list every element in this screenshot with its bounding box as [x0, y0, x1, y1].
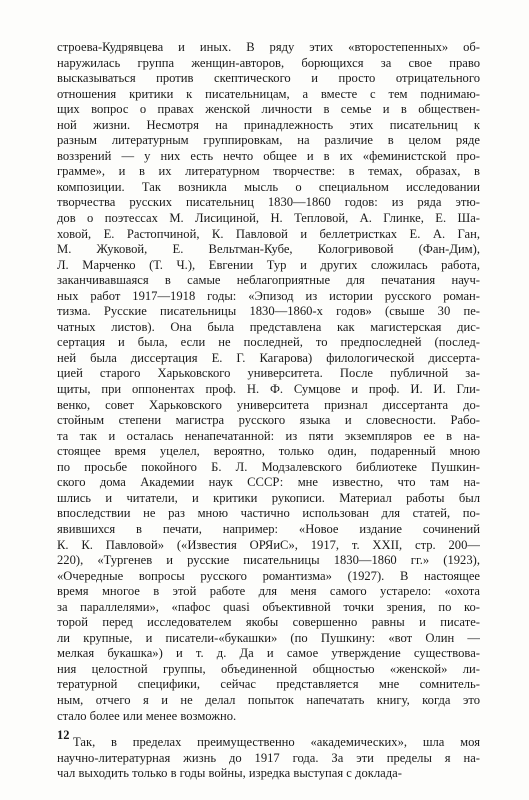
- text-line: мелкая букашка») и т. д. Да и самое утверждение существова-: [57, 646, 480, 661]
- text-line: время многое в этой работе для меня самого устарело: «охота: [57, 584, 480, 599]
- text-line: ли крупные, и писатели-«букашки» (по Пушкину: «вот Олин —: [57, 630, 480, 645]
- text-line: дов о поэтессах М. Лисициной, Н. Тепловой, А. Глинке, Е. Ша-: [57, 211, 480, 226]
- text-line: ния целостной группы, объединенной общностью «женской» ли-: [57, 661, 480, 676]
- page-number: 12: [57, 728, 70, 742]
- text-line: «Очередные вопросы русского романтизма» (1927). В настоящее: [57, 568, 480, 583]
- text-line: ского дома Академии наук СССР: мне известно, что там на-: [57, 475, 480, 490]
- text-line: по просьбе покойного Б. Л. Модзалевского библиотеке Пушкин-: [57, 459, 480, 474]
- text-line: та так и осталась ненапечатанной: из пяти экземпляров ее в на-: [57, 428, 480, 443]
- paragraph-gap: [57, 724, 480, 735]
- text-line: научно-литературная жизнь до 1917 года. За эти пределы я на-: [57, 750, 480, 765]
- text-line: чал выходить только в годы войны, изредка выступая с доклада-: [57, 766, 402, 781]
- text-line: ным, отчего я и не делал попыток напечатать книгу, когда это: [57, 692, 480, 707]
- text-line: ных работ 1917—1918 годы: «Эпизод из истории русского роман-: [57, 288, 480, 303]
- text-line: щих вопрос о правах женской личности в семье и в обществен-: [57, 102, 480, 117]
- text-line: стало более или менее возможно.: [57, 708, 237, 723]
- paragraph-1: [57, 40, 480, 724]
- text-line: стойным степени магистра русского языка и словесности. Рабо-: [57, 413, 480, 428]
- text-line: сертация и была, если не последней, то предпоследней (послед-: [57, 335, 480, 350]
- text-line: творчества русских писательниц 1830—1860 годов: из ряда этю-: [57, 195, 480, 210]
- text-line: стоящее время уцелел, вероятно, только один, подаренный мною: [57, 444, 480, 459]
- paragraph-2: [57, 735, 480, 782]
- text-line: воззрений — у них есть нечто общее и в их «феминистской про-: [57, 148, 480, 163]
- text-line: Так, в пределах преимущественно «академических», шла моя: [73, 735, 480, 750]
- text-line: ней была диссертация Е. Г. Кагарова) филологической диссерта-: [57, 350, 480, 365]
- text-line: за параллелями», «пафос quasi объективной точки зрения, по ко-: [57, 599, 480, 614]
- text-line: тературной специфики, сейчас представляется мне сомнитель-: [57, 677, 480, 692]
- text-line: цией старого Харьковского университета. После публичной за-: [57, 366, 480, 381]
- text-line: впоследствии не раз мною частично использован для статей, по-: [57, 506, 480, 521]
- text-line: грамме», и в их литературном творчестве: в темах, образах, в: [57, 164, 480, 179]
- text-line: ной жизни. Несмотря на принадлежность этих писательниц к: [57, 117, 480, 132]
- text-line: шлись и читатели, и критики рукописи. Материал работы был: [57, 490, 480, 505]
- text-line: строева-Кудрявцева и иных. В ряду этих «второстепенных» об-: [57, 40, 480, 54]
- text-line: чатных листов). Она была представлена как магистерская дис-: [57, 319, 480, 334]
- text-line: явившихся в печати, например: «Новое издание сочинений: [57, 521, 480, 536]
- text-line: наружилась группа женщин-авторов, борющихся за свое право: [57, 55, 480, 70]
- text-line: Л. Марченко (Т. Ч.), Евгении Тур и других сложилась работа,: [57, 257, 480, 272]
- text-line: К. К. Павловой» («Известия ОРЯиС», 1917, т. XXII, стр. 200—: [57, 537, 480, 552]
- text-line: щиты, при оппонентах проф. Н. Ф. Сумцове и проф. И. И. Гли-: [57, 382, 480, 397]
- text-line: разным литературным группировкам, на различие в целом ряде: [57, 133, 480, 148]
- body-text: [57, 40, 480, 782]
- text-line: тизма. Русские писательницы 1830—1860-х годов» (свыше 30 пе-: [57, 304, 480, 319]
- text-line: М. Жуковой, Е. Вельтман-Кубе, Кологривовой (Фан-Дим),: [57, 242, 480, 257]
- text-line: 220), «Тургенев и русские писательницы 1830—1860 гг.» (1923),: [57, 553, 480, 568]
- text-line: отношения критики к писательницам, а вместе с тем поднимаю-: [57, 86, 480, 101]
- text-line: высказываться против скептического и просто отрицательного: [57, 71, 480, 86]
- text-line: ховой, Е. Растопчиной, К. Павловой и беллетристках Е. А. Ган,: [57, 226, 480, 241]
- text-line: торой перед исследователем якобы совершенно равны и писате-: [57, 615, 480, 630]
- text-line: заканчивавшаяся в самые неблагоприятные для печатания науч-: [57, 273, 480, 288]
- text-line: венко, совет Харьковского университета признал диссертанта до-: [57, 397, 480, 412]
- text-line: композиции. Так возникла мысль о специальном исследовании: [57, 179, 480, 194]
